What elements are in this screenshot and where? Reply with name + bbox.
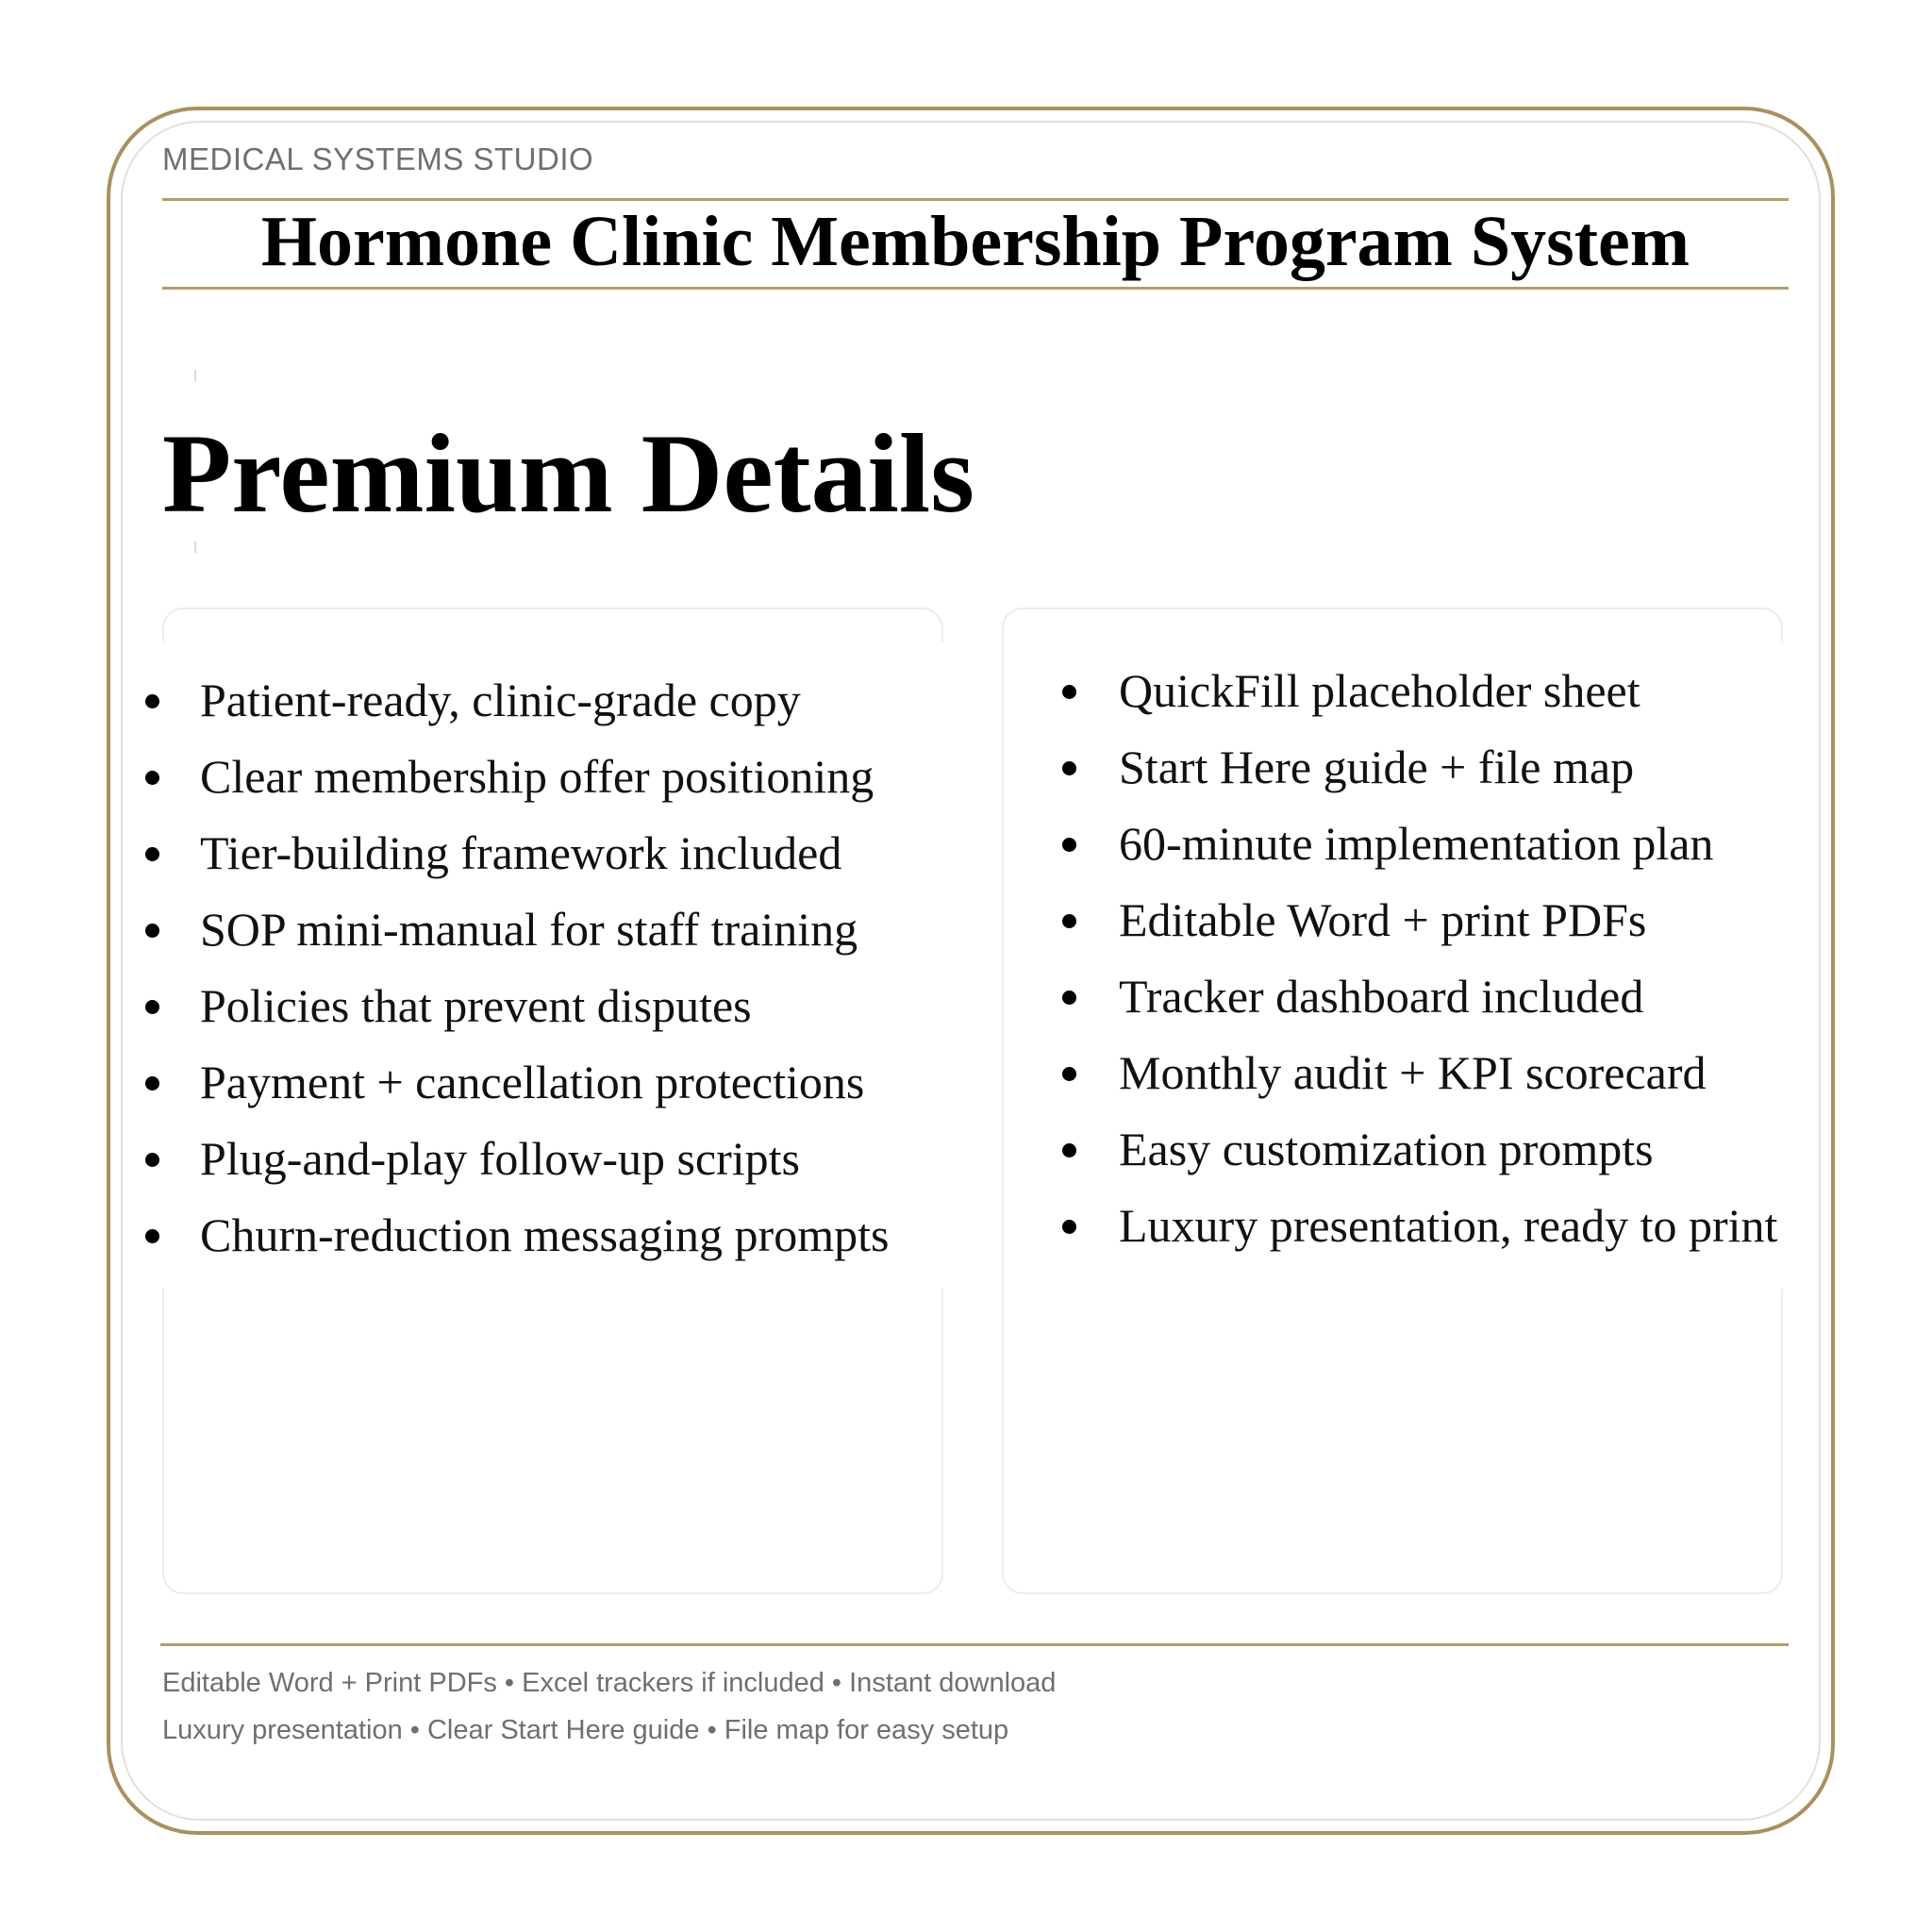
feature-text: SOP mini-manual for staff training [200,903,858,956]
feature-item [138,815,977,891]
feature-text: Patient-ready, clinic-grade copy [200,674,801,726]
footer-line-1: Editable Word + Print PDFs • Excel trackers if included • Instant download [162,1668,1057,1698]
feature-list-left-panel [138,641,977,1289]
bullet-icon [1062,991,1076,1005]
section-heading: Premium Details [162,410,974,536]
footer-rule [160,1643,1789,1646]
feature-text: Easy customization prompts [1119,1123,1654,1175]
feature-item [138,968,977,1044]
feature-item [1036,1111,1809,1188]
bullet-icon [1062,838,1076,852]
brand-label: MEDICAL SYSTEMS STUDIO [162,142,594,176]
feature-item [138,662,977,739]
feature-text: Tier-building framework included [200,826,842,879]
feature-text: Monthly audit + KPI scorecard [1119,1046,1707,1099]
feature-item [138,891,977,968]
feature-text: Policies that prevent disputes [200,979,752,1032]
bullet-icon [1062,1220,1076,1234]
feature-list-right [1036,641,1809,1264]
document-title: Hormone Clinic Membership Program System [260,202,1690,281]
feature-text: Luxury presentation, ready to print [1119,1199,1778,1252]
bullet-icon [145,1153,159,1167]
bullet-icon [145,847,159,861]
feature-item [1036,653,1809,729]
feature-list-left [138,641,977,1274]
bullet-icon [145,771,159,785]
heading-marker-bottom [194,541,196,553]
feature-list-right-panel [1036,641,1809,1289]
bullet-icon [145,1000,159,1014]
feature-item [138,1121,977,1197]
bullet-icon [145,694,159,708]
feature-text: Churn-reduction messaging prompts [200,1208,890,1261]
feature-text: 60-minute implementation plan [1119,817,1714,870]
feature-item [1036,729,1809,806]
bullet-icon [1062,1067,1076,1081]
feature-text: Payment + cancellation protections [200,1056,865,1108]
feature-item [138,739,977,815]
feature-item [138,1197,977,1274]
feature-text: Clear membership offer positioning [200,750,874,803]
feature-text: Start Here guide + file map [1119,741,1635,793]
bullet-icon [1062,914,1076,928]
feature-text: Tracker dashboard included [1119,970,1644,1023]
feature-item [138,1044,977,1121]
feature-item [1036,958,1809,1035]
bullet-icon [1062,761,1076,775]
bullet-icon [1062,1143,1076,1158]
bullet-icon [1062,685,1076,699]
feature-item [1036,1035,1809,1111]
feature-text: Editable Word + print PDFs [1119,893,1647,946]
feature-text: Plug-and-play follow-up scripts [200,1132,801,1185]
feature-item [1036,882,1809,958]
bullet-icon [145,1229,159,1243]
bullet-icon [145,1076,159,1091]
feature-text: QuickFill placeholder sheet [1119,664,1641,717]
bullet-icon [145,924,159,938]
footer-line-2: Luxury presentation • Clear Start Here guide • File map for easy setup [162,1715,1009,1745]
feature-item [1036,806,1809,882]
heading-marker-top [194,370,196,381]
feature-item [1036,1188,1809,1264]
title-bottom-rule [162,287,1789,290]
